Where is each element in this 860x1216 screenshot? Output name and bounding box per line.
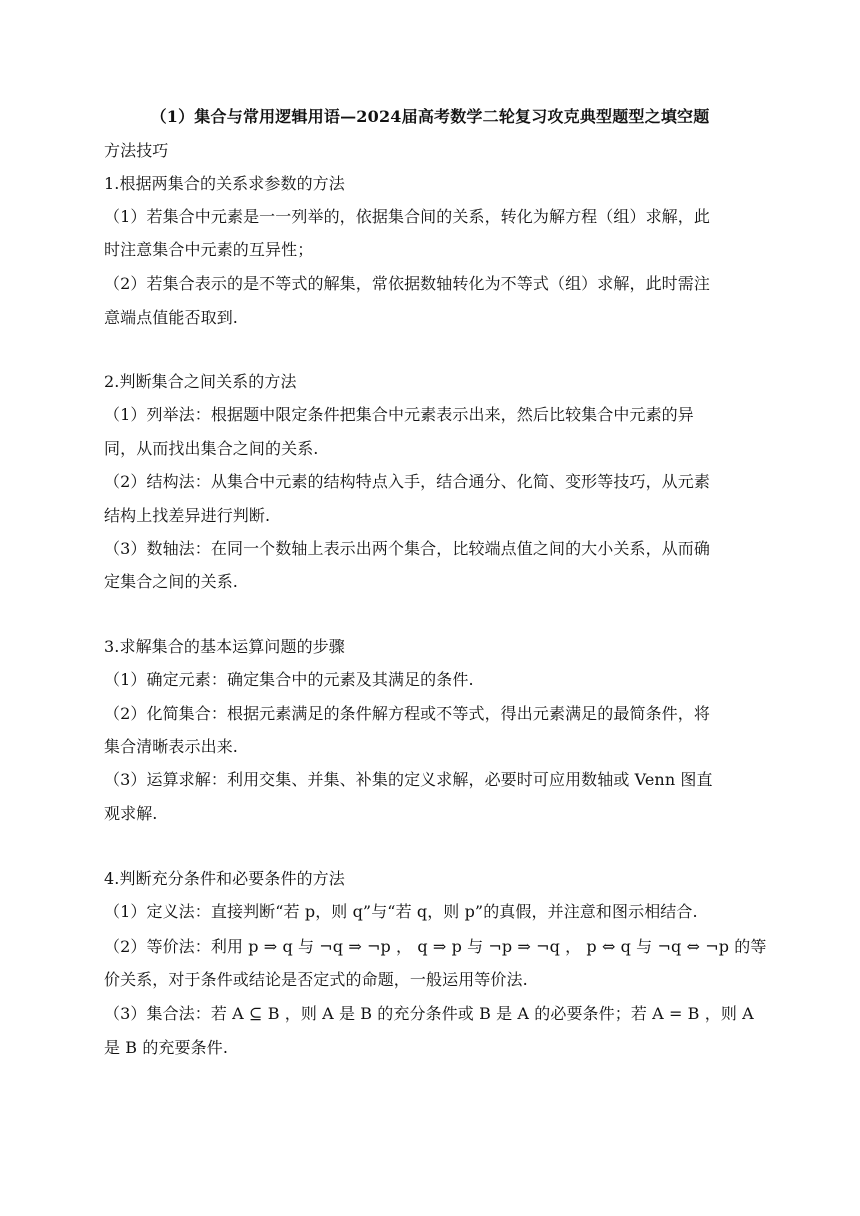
section-1-line-2: 时注意集合中元素的互异性；	[104, 240, 314, 259]
section-4-line-4: （3）集合法：若 A ⊆ B ，则 A 是 B 的充分条件或 B 是 A 的必要条件；若 A = B ，则 A	[104, 1004, 754, 1023]
section-3-line-4: （3）运算求解：利用交集、并集、补集的定义求解，必要时可应用数轴或 Venn 图直	[104, 770, 713, 789]
section-3-line-2: （2）化简集合：根据元素满足的条件解方程或不等式，得出元素满足的最简条件，将	[104, 704, 710, 723]
section-2-line-3: （2）结构法：从集合中元素的结构特点入手，结合通分、化简、变形等技巧，从元素	[104, 472, 710, 491]
section-1-line-1: （1）若集合中元素是一一列举的，依据集合间的关系，转化为解方程（组）求解，此	[104, 207, 710, 226]
section-3-line-3: 集合清晰表示出来.	[104, 737, 238, 756]
section-2-line-1: （1）列举法：根据题中限定条件把集合中元素表示出来，然后比较集合中元素的异	[104, 405, 694, 424]
section-1-heading: 1.根据两集合的关系求参数的方法	[104, 174, 345, 193]
section-3-line-5: 观求解.	[104, 804, 158, 823]
section-3-heading: 3.求解集合的基本运算问题的步骤	[104, 637, 345, 656]
section-4-heading: 4.判断充分条件和必要条件的方法	[104, 869, 345, 888]
section-4-line-3: 价关系，对于条件或结论是否定式的命题，一般运用等价法.	[104, 970, 528, 989]
section-1-line-4: 意端点值能否取到.	[104, 308, 238, 327]
section-1-line-3: （2）若集合表示的是不等式的解集，常依据数轴转化为不等式（组）求解，此时需注	[104, 274, 710, 293]
section-3-line-1: （1）确定元素：确定集合中的元素及其满足的条件.	[104, 670, 474, 689]
section-2-line-5: （3）数轴法：在同一个数轴上表示出两个集合，比较端点值之间的大小关系，从而确	[104, 539, 710, 558]
section-2-line-4: 结构上找差异进行判断.	[104, 506, 271, 525]
intro-label: 方法技巧	[104, 141, 169, 160]
document-title: （1）集合与常用逻辑用语—2024届高考数学二轮复习攻克典型题型之填空题	[150, 107, 710, 126]
section-4-line-1: （1）定义法：直接判断“若 p，则 q”与“若 q，则 p”的真假，并注意和图示相结合.	[104, 902, 698, 921]
section-4-line-2: （2）等价法：利用 p ⇒ q 与 ¬q ⇒ ¬p ， q ⇒ p 与 ¬p ⇒ ¬q ， p ⇔ q 与 ¬q ⇔ ¬p 的等	[104, 937, 767, 956]
section-4-line-5: 是 B 的充要条件.	[104, 1038, 229, 1057]
section-2-heading: 2.判断集合之间关系的方法	[104, 372, 297, 391]
section-2-line-6: 定集合之间的关系.	[104, 572, 238, 591]
section-2-line-2: 同，从而找出集合之间的关系.	[104, 439, 319, 458]
